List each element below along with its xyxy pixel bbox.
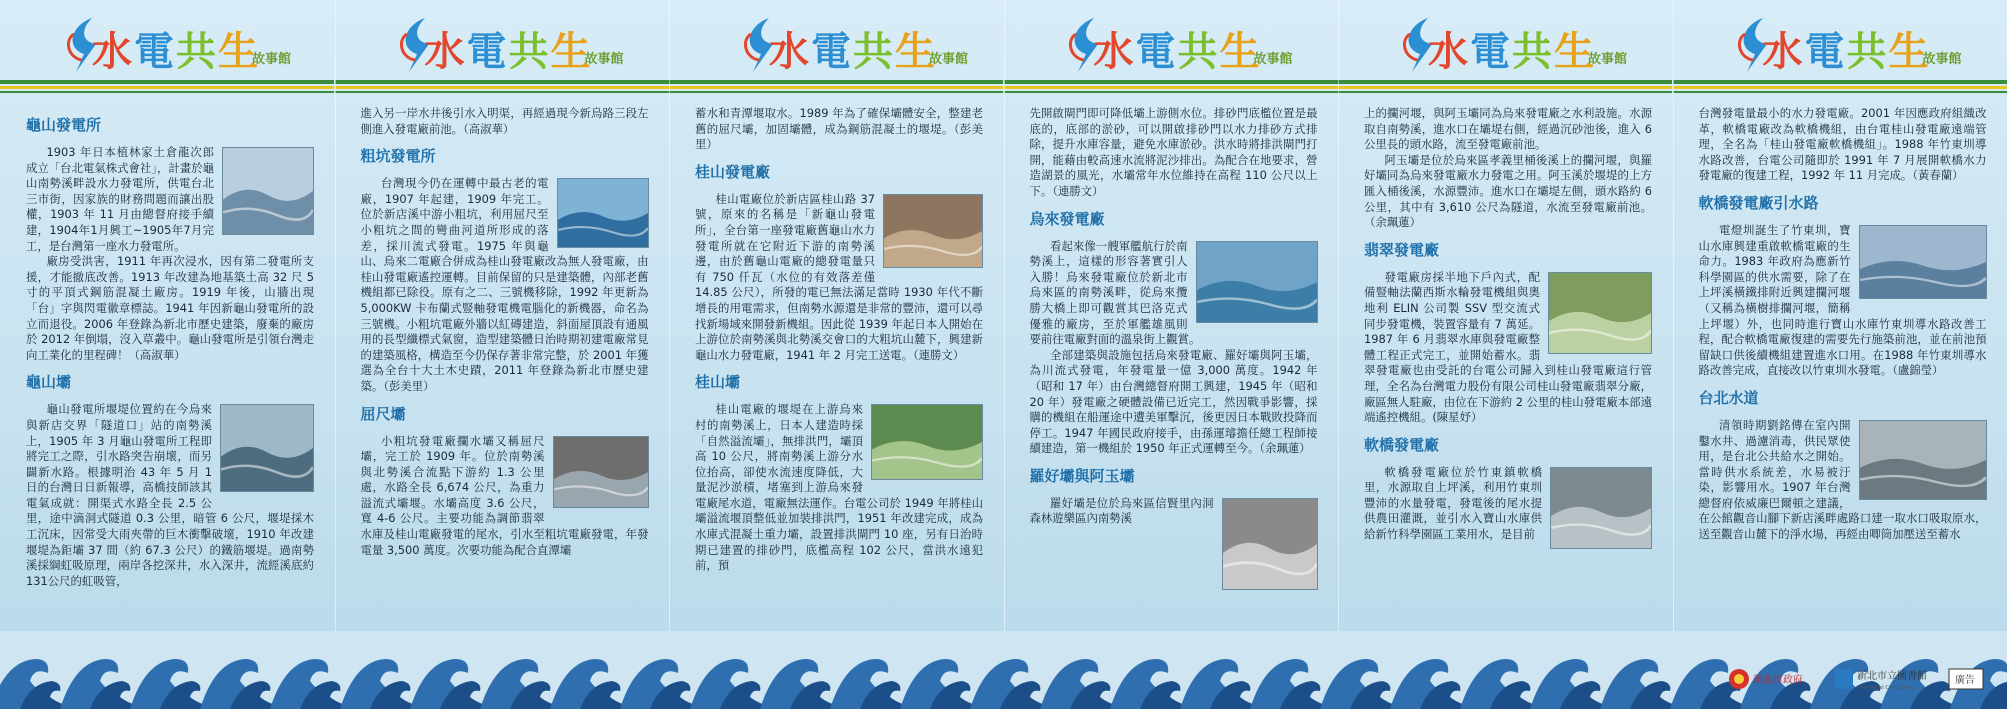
panel-banner [0,0,334,92]
panel-4 [1004,0,1338,709]
section-heading: 軟橋發電廠引水路 [1698,193,1819,212]
section-photo [1550,467,1652,549]
section-photo [1548,272,1652,354]
section-photo [220,404,314,492]
panel-content [0,106,334,589]
section-photo [553,436,649,508]
section-paragraph: 台灣發電量最小的水力發電廠。2001 年因應政府組織改革，軟橋電廠改為軟橋機組，由台電桂山發電廠遠端管理，全名為「桂山發電廠軟橋機組」。1988 年竹東圳導水路改善，台電公司隨即於 1991 年 7 月展開軟橋水力發電廠的復建工程，1992 年 11 月完成。（黃春蘭） [1698,106,1987,183]
logo-subtitle: 故事館 [1253,52,1293,67]
panel-content [669,106,1003,574]
article-section [26,114,314,363]
logo-char: 生 [1554,28,1596,75]
logo-title [425,20,593,77]
article-section [26,371,314,589]
logo-subtitle: 故事館 [1922,52,1962,67]
section-paragraph: 龜山發電所堰堤位置約在今烏來與新店交界「隧道口」站的南勢溪上，1905 年 3 月龜山發電所工程即將完工之際，引水路突告崩壞，而另闢新水路。根據明治 43 年 5 月 1 日的台灣日日新報導，高橋技師該其電氣成就：開渠式水路全長 2.5 公里，途中滴洞式隧道 0.3 公里，暗管 6 公尺，堰堤採木工沉床，因常受大雨夾帶的巨木衝擊破壞，1910 年改建堰堤為鉅壩 37 間（約 67.3 公尺）的鐵筋堰堤。過南勢溪採綱虹吸原理，兩岸各挖深井，水入深井，流經溪底約131公尺的虹吸管， [26,402,314,588]
section-paragraph: 進入另一岸水井後引水入明渠，再經過現今新烏路三段左側進入發電廠前池。（高淑華） [360,106,649,136]
panel-divider [1338,0,1339,709]
exhibition-logo [1388,14,1628,74]
logo-char: 電 [1470,28,1512,75]
panel-content [335,106,669,558]
article-section [695,371,983,574]
exhibition-logo [1723,14,1963,74]
section-heading: 翡翠發電廠 [1364,240,1440,259]
logo-char: 共 [1177,28,1220,75]
section-heading: 龜山發電所 [26,116,102,134]
section-paragraph: 發電廠房採半地下戶內式，配備豎軸法蘭西斯水輪發電機組與奧地利 ELIN 公司製 SSV 型交流式同步發電機，裝置容量有 7 萬延。1987 年 6 月翡翠水庫與發電廠整體工程正式完工，並開始蓄水。翡翠發電廠也由受託的台電公司歸入到桂山發電廠這行管理，全名為台灣電力股份有限公司桂山發電廠翡翠分廠，廠區無人駐廠，由位在下游約 2 公里的桂山發電廠本部遠端遙控機組。(陳星妤） [1364,269,1652,425]
panel-content [1673,106,2007,543]
banner-stripe-green-thin [0,91,334,93]
logo-char: 水 [92,28,134,75]
panel-content [1338,106,1672,553]
section-heading: 粗坑發電所 [360,147,436,166]
panel-banner [669,0,1003,92]
panel-6 [1673,0,2007,709]
article-section [695,106,983,153]
section-paragraph: 桂山電廠的堰堤在上游烏來村的南勢溪上，日本人建造時採「自然溢流壩」，無排洪門，壩頂高 10 公尺，將南勢溪上游分水位抬高，卻使水流速度降低，大量泥沙淤積，堵塞到上游烏來發電廠尾水道，電廠無法運作。台電公司於 1949 年將桂山壩溢流堰頂整低並加裝排洪門，1951 年改建完成，成為水庫式混凝土重力壩，設置排洪閘門 10 座，另有日治時期已建置的排砂門，底檻高程 102 公尺，當洪水遠犯前，預 [695,402,983,573]
section-photo [883,194,983,268]
banner-stripe-green-thin [669,91,1003,93]
banner-stripe-yellow [1338,86,1672,89]
banner-stripe-yellow [669,86,1003,89]
panel-2 [335,0,669,709]
article-section [1030,106,1318,200]
logo-title [1428,20,1596,77]
banner-stripe-green [0,80,334,84]
section-paragraph: 廠房受洪害，1911 年再次浸水，因有第二發電所支援，才能撤底改善。1913 年改建為地基築土高 32 尺 5 寸的平頂式鋼筋混凝土廠房。1919 年後，山牆出現「台」字與閃電徽章標誌。1941 年因新龜山發電所的設立而退役。2006 年登錄為新北市歷史建築，廢棄的廠房於 2012 年倒塌，沒入草叢中。龜山發電所是引領台灣走向工業化的里程碑！（高淑華） [26,254,314,362]
logo-char: 水 [424,28,467,75]
section-photo [1859,225,1987,299]
section-paragraph: 先開啟閘門即可降低壩上游側水位。排砂門底檻位置是最底的，底部的淤砂，可以開啟排砂門以水力排砂方式排除，提升水庫容量，避免水庫淤砂。洪水時將排洪閘門打開，能藉由較高速水流將泥沙排出。為配合在地要求，營造湖景的風光，水壩常年水位維持在高程 110 公尺以上下。（連勝文） [1029,106,1318,198]
logo-char: 生 [1888,28,1931,75]
logo-char: 電 [134,28,176,75]
logo-char: 共 [176,28,218,75]
section-heading: 台北水道 [1698,388,1759,407]
panel-1 [0,0,334,709]
section-paragraph: 軟橋發電廠位於竹東鎮軟橋里，水源取自上坪溪，利用竹東圳豐沛的水量發電，發電後的尾水提供農田灌溉，並引水入寶山水庫供給新竹科學園區工業用水，是目前 [1364,464,1542,542]
footer-org1: 新北市政府 [1753,675,1803,686]
footer-badge: 廣告 [1955,675,1975,686]
logo-title [769,20,937,77]
banner-stripe-yellow [335,86,669,89]
panel-divider [335,0,336,709]
logo-subtitle: 故事館 [584,52,624,67]
logo-char: 水 [1093,28,1136,75]
section-paragraph: 電燈圳誕生了竹東圳，寶山水庫興建重啟軟橋電廠的生命力。1983 年政府為應新竹科學園區的供水需要，除了在上坪溪橫鐵排附近興建攔河堰（又稱為橫樹排攔河堰，簡稱上坪堰）外，也同時進行寶山水庫竹東圳導水路改善工程，配合軟橋電廠復建的需要先行施築前池，並在前池預留缺口供後續機組建置進水口用。在1988 年竹東圳導水路改善完成，直接改以竹東圳水發電。（盧錦瑩） [1698,222,1987,378]
article-section [1364,239,1652,426]
banner-stripe-green [1338,80,1672,84]
section-paragraph: 羅好壩是位於烏來區信賢里內洞森林遊樂區內南勢溪 [1029,495,1214,526]
banner-stripe-green-thin [1338,91,1672,93]
logo-title [1763,20,1931,77]
logo-char: 電 [1804,28,1847,75]
section-heading: 羅好壩與阿玉壩 [1029,466,1135,485]
section-heading: 屈尺壩 [360,404,406,423]
wave-footer [0,631,2007,709]
article-section [1699,387,1987,543]
panel-content [1004,106,1338,594]
logo-subtitle: 故事館 [929,52,969,67]
section-paragraph: 全部建築與設施包括烏來發電廠、羅好壩與阿玉壩，為川流式發電，年發電量一億 3,000 萬度。1942 年（昭和 17 年）由台灣總督府開工興建，1945 年（昭和 20 年）發電廠之硬體設備已近完工，然因戰爭影響，採購的機組在船運途中遭美軍擊沉，後更因日本戰敗投降而停工。1947 年國民政府接手，由孫運璿擔任總工程師接續建造，第一機組於 1950 年正式運轉至今。（余珮蓮） [1029,347,1318,456]
exhibition-logo [729,14,969,74]
exhibition-logo [385,14,625,74]
panel-divider [1004,0,1005,709]
banner-stripe-green [1004,80,1338,84]
article-section [1699,192,1987,379]
section-heading: 桂山壩 [695,373,741,392]
section-heading: 烏來發電廠 [1029,209,1105,228]
section-photo [1196,241,1318,323]
article-section [361,145,649,394]
footer-org2-en: New Taipei City Library [1857,685,1915,691]
logo-char: 共 [853,28,895,75]
section-paragraph: 看起來像一艘軍艦航行於南勢溪上，這樣的形容著實引人入勝！烏來發電廠位於新北市烏來區的南勢溪畔，從烏來攬勝大橋上即可觀賞其巴洛克式優雅的廠房，至於軍艦雄風則要前往電廠對面的溫泉街上觀賞。 [1029,238,1201,347]
logo-title [92,20,260,77]
banner-stripe-green [335,80,669,84]
article-section [1030,465,1318,527]
article-section [1364,106,1652,231]
section-paragraph: 台灣現今仍在運轉中最古老的電廠，1907 年起建，1909 年完工。位於新店溪中游小粗坑，利用屈尺至小粗坑之間的彎曲河道所形成的落差，採川流式發電。1975 年與龜山、烏來二電廠合併成為桂山發電廠改為無人發電廠，由桂山發電廠遙控運轉。目前保留的只是建築體，內部老舊機組都已除役。原有之二、三號機移除，1992 年更新為 5,000KW 卡布蘭式豎軸發電機電腦化的新機器，命名為三號機。小粗坑電廠外牆以紅磚建造，斜面屋頂設有通風用的長型纖標式氣窗，造型建築體日治時期初建電廠常見的建築風格，構造至今仍保存著非常完整，於 2001 年獲選為全台十大土木史蹟，2011 年登錄為新北市歷史建築。（彭美里） [360,176,649,393]
section-paragraph: 蓄水和青潭堰取水。1989 年為了確保壩體安全，整建老舊的屈尺壩，加固壩體，成為鋼筋混凝土的堰堤。（彭美里） [695,106,983,152]
banner-stripe-green-thin [335,91,669,93]
logo-char: 共 [1512,28,1554,75]
banner-stripe-yellow [0,86,334,89]
article-section [361,106,649,137]
article-section [1364,434,1652,543]
article-section [361,403,649,559]
section-heading: 軟橋發電廠 [1364,435,1440,454]
section-paragraph: 清領時期劉銘傳在室內開鑿水井、過濾消毒，供民眾使用，是台北公共給水之開始。當時供水系統差，水易被汙染，影響用水。1907 年台灣總督府依威廉巴爾頓之建議，在公館觀音山腳下新店溪畔處路口建一取水口吸取原水，送至觀音山麓下的淨水場，再經由唧筒加壓送至蓄水 [1698,417,1987,542]
section-photo [1859,420,1987,500]
banner-stripe-yellow [1004,86,1338,89]
footer-logos [1727,665,1987,693]
logo-char: 共 [1846,28,1889,75]
logo-char: 生 [218,28,260,75]
panel-banner [1673,0,2007,92]
section-paragraph: 上的攔河堰，與阿玉壩同為烏來發電廠之水利設施。水源取自南勢溪，進水口在壩堤右側，經過沉砂池後，進入 6 公里長的頭水路，流至發電廠前池。 [1364,106,1652,152]
logo-subtitle: 故事館 [1588,52,1628,67]
banner-stripe-green [669,80,1003,84]
banner-stripe-green [1673,80,2007,84]
banner-stripe-green-thin [1673,91,2007,93]
section-photo [871,404,983,480]
logo-char: 電 [1135,28,1178,75]
logo-subtitle: 故事館 [252,52,292,67]
panel-banner [1338,0,1672,92]
section-paragraph: 桂山電廠位於新店區桂山路 37 號，原來的名稱是「新龜山發電所」，全台第一座發電廠舊龜山水力發電所就在它附近下游的南勢溪邊，由於舊龜山電廠的總發電量只有 750 仟瓦（水位的有效落差僅 14.85 公尺），所發的電已無法滿足當時 1930 年代不斷增長的用電需求，但南勢水源還是非常的豐沛，還可以尋找新場域來開發新機組。因此從 1939 年起日本人開始在上游位於南勢溪與北勢溪交會口的大粗坑山麓下，興建新龜山水力發電廠，1941 年 2 月完工送電。（連勝文） [695,191,983,362]
section-heading: 桂山發電廠 [695,162,771,181]
panel-banner [335,0,669,92]
logo-title [1094,20,1262,77]
logo-char: 電 [466,28,509,75]
article-section [1030,208,1318,457]
logo-char: 水 [1428,28,1470,75]
logo-char: 共 [508,28,551,75]
section-photo [222,147,314,235]
exhibition-logo [1054,14,1294,74]
logo-char: 水 [769,28,811,75]
footer-org2: 新北市立圖書館 [1857,671,1927,682]
banner-stripe-yellow [1673,86,2007,89]
section-photo [1222,498,1318,590]
panel-3 [669,0,1003,709]
banner-stripe-green-thin [1004,91,1338,93]
article-section [1699,106,1987,184]
panel-5 [1338,0,1672,709]
panel-divider [669,0,670,709]
logo-char: 生 [550,28,593,75]
logo-char: 生 [895,28,937,75]
section-paragraph: 1903 年日本植林家土倉龍次郎成立「台北電氣株式會社」，計畫於龜山南勢溪畔設水力發電所，供電台北三市街，因家族的財務問題而讓出股權，1903 年 11 月由總督府接手續建，1904年1月興工~1905年7月完工，是台灣第一座水力發電所。 [26,145,214,253]
panel-divider [1673,0,1674,709]
exhibition-logo [52,14,292,74]
section-paragraph: 小粗坑發電廠攔水壩又稱屈尺壩，完工於 1909 年。位於南勢溪與北勢溪合流點下游約 1.3 公里處，水路全長 6,674 公尺，為重力溢流式壩堰。水壩高度 3.6 公尺，寬 4-6 公尺。主要功能為調節翡翠水庫及桂山電廠發電的尾水，引水至粗坑電廠發電，年發電量 3,500 萬度。次要功能為配合直潭壩 [360,433,649,557]
logo-char: 生 [1219,28,1262,75]
article-section [695,161,983,364]
section-heading: 龜山壩 [26,373,72,392]
logo-char: 電 [811,28,853,75]
panel-banner [1004,0,1338,92]
section-paragraph: 阿玉壩是位於烏來區孝義里桶後溪上的攔河堰，與羅好壩同為烏來發電廠水力發電之用。阿玉溪於堰堤的上方匯入桶後溪，水源豐沛。進水口在壩堤左側，頭水路約 6 公里，其中有 3,610 公尺為隧道，水流至發電廠前池。（余珮蓮） [1364,152,1652,230]
section-photo [557,178,649,248]
logo-char: 水 [1762,28,1805,75]
